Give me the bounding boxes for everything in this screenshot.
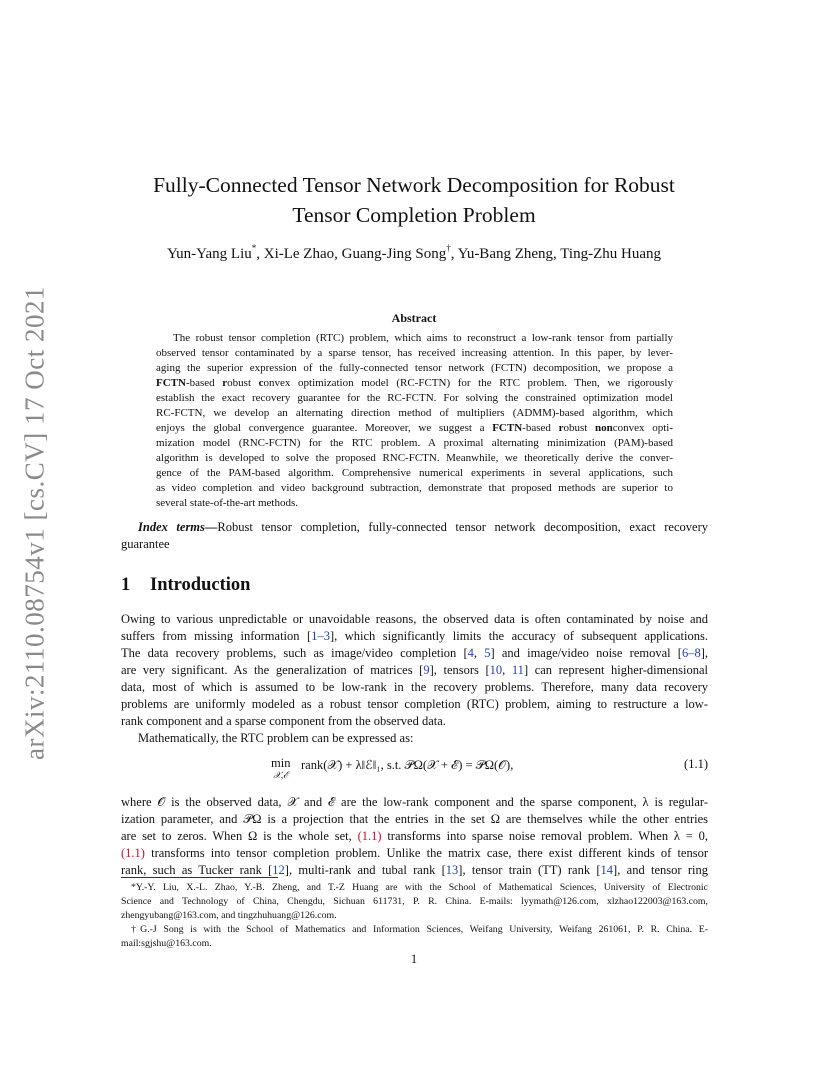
footnote-divider [121,877,278,878]
equation-reference-link[interactable]: (1.1) [357,829,382,843]
paragraph-line: where 𝒪 is the observed data, 𝒳 and ℰ are the low-rank component and the sparse component, λ is regular- [121,795,708,809]
equation-1-1 [121,757,708,783]
paragraph-line: problems are uniformly modeled as a robust tensor completion (RTC) problem, aiming to restructure a low- [121,697,708,711]
paragraph-line: ization parameter, and 𝒫Ω is a projection that the entries in the set Ω are themselves while the other entries [121,812,708,826]
abstract-line: aging the superior expression of the fully-connected tensor network (FCTN) decomposition, we propose a [156,362,673,374]
paragraph-line: Owing to various unpredictable or unavoidable reasons, the observed data is often contaminated by noise and [121,612,708,626]
paragraph-line: suffers from missing information [1–3], which significantly limits the accuracy of subsequent applications. [121,629,708,643]
equation-min-operator: min 𝒳,ℰ [271,756,291,780]
abstract-line: FCTN-based robust convex optimization model (RC-FCTN) for the RTC problem. Then, we rigorously [156,377,673,389]
citation-link[interactable]: 5 [484,646,491,660]
footnote-marker-dagger[interactable]: † [446,243,451,253]
abstract-heading: Abstract [391,311,437,325]
abstract-line: gence of the PAM-based algorithm. Comprehensive numerical experiments in several applications, such [156,467,673,479]
author-list: Yun-Yang Liu*, Xi-Le Zhao, Guang-Jing Song†, Yu-Bang Zheng, Ting-Zhu Huang [167,243,661,262]
paragraph-line: data, most of which is assumed to be low-rank in the recovery problems. Therefore, many data recovery [121,680,708,694]
section-heading-introduction: 1 Introduction [121,575,251,595]
footnote-marker-star[interactable]: * [251,243,257,253]
abstract-line: The robust tensor completion (RTC) problem, which aims to reconstruct a low-rank tensor from partially [173,332,673,344]
footnote-line: *Y.-Y. Liu, X.-L. Zhao, Y.-B. Zheng, and T.-Z Huang are with the School of Mathematical Sciences, University of Electronic [131,882,708,893]
citation-link[interactable]: 14 [600,863,614,877]
citation-link[interactable]: 6–8 [681,646,701,660]
abstract-line: enjoys the global convergence guarantee. Moreover, we suggest a FCTN-based robust nonconvex opti- [156,422,674,434]
paragraph-line: rank, such as Tucker rank [12], multi-rank and tubal rank [13], tensor train (TT) rank [14], and tensor ring [121,863,708,877]
arxiv-identifier-stamp: arXiv:2110.08754v1 [cs.CV] 17 Oct 2021 [19,286,50,760]
citation-link[interactable]: 9 [423,663,430,677]
abstract-line: mization model (RNC-FCTN) for the RTC problem. A proximal alternating minimization (PAM)-based [156,437,673,449]
paragraph-line: rank component and a sparse component from the observed data. [121,714,446,728]
footnote-line: zhengyubang@163.com, and tingzhuhuang@126.com. [121,910,337,921]
abstract-line: RC-FCTN, we develop an alternating direction method of multipliers (ADMM)-based algorithm, which [156,407,673,419]
abstract-line: establish the exact recovery guarantee for the RC-FCTN. For solving the constrained optimization model [156,392,673,404]
citation-link[interactable]: 12 [272,863,285,877]
abstract-line: observed tensor contaminated by a sparse tensor, has received increasing attention. In this paper, by lever- [156,347,673,359]
paragraph-line: (1.1) transforms into tensor completion problem. Unlike the matrix case, there exist different kinds of tensor [121,846,708,860]
abstract-line: algorithm is developed to solve the proposed RNC-FCTN. Meanwhile, we theoretically derive the conver- [156,452,673,464]
paragraph-line: are very significant. As the generalization of matrices [9], tensors [10, 11] can represent higher-dimensional [121,663,708,677]
paragraph-line: are set to zeros. When Ω is the whole set, (1.1) transforms into sparse noise removal problem. When λ = 0, [121,829,708,843]
abstract-line: as video completion and video background subtraction, demonstrate that proposed methods are superior to [156,482,673,494]
paragraph-line: Mathematically, the RTC problem can be expressed as: [138,731,414,745]
paper-title [0,170,828,230]
equation-reference-link[interactable]: (1.1) [121,846,145,860]
footnote-line: †G.-J Song is with the School of Mathematics and Information Sciences, Weifang University, Weifang 261061, P. R. China. E- [131,924,708,935]
equation-number: (1.1) [684,757,708,771]
page-number: 1 [410,952,418,966]
equation-body: rank(𝒳) + λ‖ℰ‖₁, s.t. 𝒫Ω(𝒳 + ℰ) = 𝒫Ω(𝒪), [301,758,514,772]
citation-link[interactable]: 10 [489,663,503,677]
citation-link[interactable]: 11 [511,663,524,677]
footnote-line: Science and Technology of China, Chengdu, Sichuan 611731, P. R. China. E-mails: lyymath@126.com, xlzhao122003@163.com, [121,896,708,907]
citation-link[interactable]: 1–3 [311,629,330,643]
abstract-line: several state-of-the-art methods. [156,497,299,509]
citation-link[interactable]: 13 [445,863,459,877]
paragraph-line: The data recovery problems, such as image/video completion [4, 5] and image/video noise removal [6–8], [121,646,709,660]
index-terms-continued: guarantee [121,537,170,551]
footnote-line: mail:sgjshu@163.com. [121,938,212,949]
title-line-2: Tensor Completion Problem [292,203,536,227]
title-line-1: Fully-Connected Tensor Network Decomposition for Robust [153,173,675,197]
citation-link[interactable]: 4 [467,646,474,660]
index-terms: Index terms—Robust tensor completion, fully-connected tensor network decomposition, exact recovery [138,520,708,534]
